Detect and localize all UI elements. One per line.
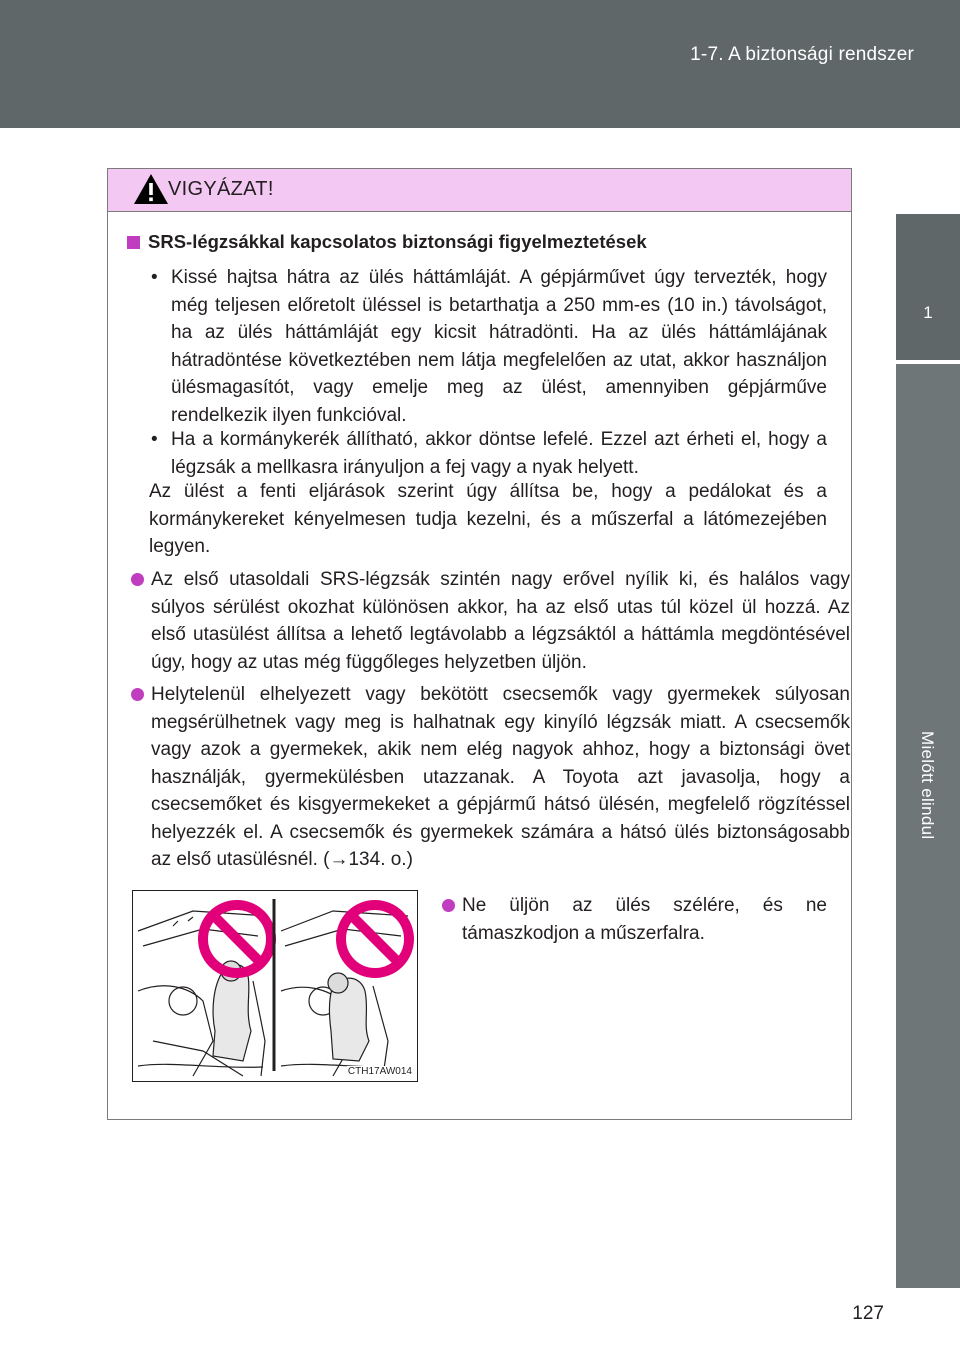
bullet-text: Az első utasoldali SRS-légzsák szintén nagy erővel nyílik ki, és halálos vagy súlyos sérülést okozhat különösen akkor, ha az első utas túl közel ül hozzá. Az első utasülést állítsa a lehető legtávolabb a légzsáktól a háttámla megdöntésével úgy, hogy az utas még függőleges helyzetben üljön. <box>151 569 850 673</box>
dash-item-text: Kissé hajtsa hátra az ülés háttámláját. A gépjárművet úgy tervezték, hogy még teljesen előretolt üléssel is betarthatja a 250 mm-es (10 in.) távolságot, ha az ülés háttámláját egy kicsit hátradönti. Ha az ülés háttámlájának hátradöntése következtében nem látja megfelelően az utat, akkor használjon ülésmagasítót, vagy emelje meg az ülést, amennyiben gépjárműve rendelkezik ilyen funkcióval. <box>171 267 827 426</box>
seating-illustration <box>132 890 418 1082</box>
bullet-dot-icon: • <box>151 267 158 288</box>
bullet-text: Helytelenül elhelyezett vagy bekötött csecsemők vagy gyermekek súlyosan megsérülhetnek vagy meg is halhatnak egy kinyíló légzsák miatt. A csecsemők vagy azok a gyermekek, akik nem elég nagyok ahhoz, hogy a biztonsági övet használják, gyermekülésben utazzanak. A Toyota azt javasolja, hogy a csecsemőket és kisgyermekeket a gépjármű hátsó ülésén, megfelelő rögzítéssel helyezzék el. A csecsemők és gyermekek számára a hátsó ülés biztonságosabb az első utasülésnél. (→134. o.) <box>151 684 850 870</box>
page-number: 127 <box>852 1303 884 1324</box>
section-title: 1-7. A biztonsági rendszer <box>690 44 914 65</box>
illustration-code: CTH17AW014 <box>347 1066 412 1077</box>
section-heading-text: SRS-légzsákkal kapcsolatos biztonsági figyelmeztetések <box>148 231 647 252</box>
bullet-dot-icon: • <box>151 429 158 450</box>
round-bullet-icon <box>131 573 144 586</box>
seating-posture-illustration <box>133 891 416 1080</box>
chapter-strip <box>896 364 960 1288</box>
chapter-tab[interactable] <box>896 214 960 360</box>
warning-triangle-icon <box>132 172 170 206</box>
bullet-text: Ne üljön az ülés szélére, és ne támaszkodjon a műszerfalra. <box>462 895 827 944</box>
section-heading <box>127 228 647 256</box>
chapter-number: 1 <box>923 303 933 322</box>
chapter-label: Mielőtt elindul <box>918 731 937 840</box>
round-bullet-icon <box>442 899 455 912</box>
summary-paragraph: Az ülést a fenti eljárások szerint úgy állítsa be, hogy a pedálokat és a kormánykereket kényelmesen tudja kezelni, és a műszerfal a látómezejében legyen. <box>149 481 827 557</box>
warning-header <box>108 169 851 212</box>
dash-item-text: Ha a kormánykerék állítható, akkor döntse lefelé. Ezzel azt érheti el, hogy a légzsák a mellkasra irányuljon a fej vagy a nyak helyett. <box>171 429 827 478</box>
square-bullet-icon <box>127 236 140 249</box>
warning-title: VIGYÁZAT! <box>168 178 274 200</box>
round-bullet-icon <box>131 688 144 701</box>
dash-item <box>151 426 827 482</box>
dash-item <box>151 264 827 430</box>
